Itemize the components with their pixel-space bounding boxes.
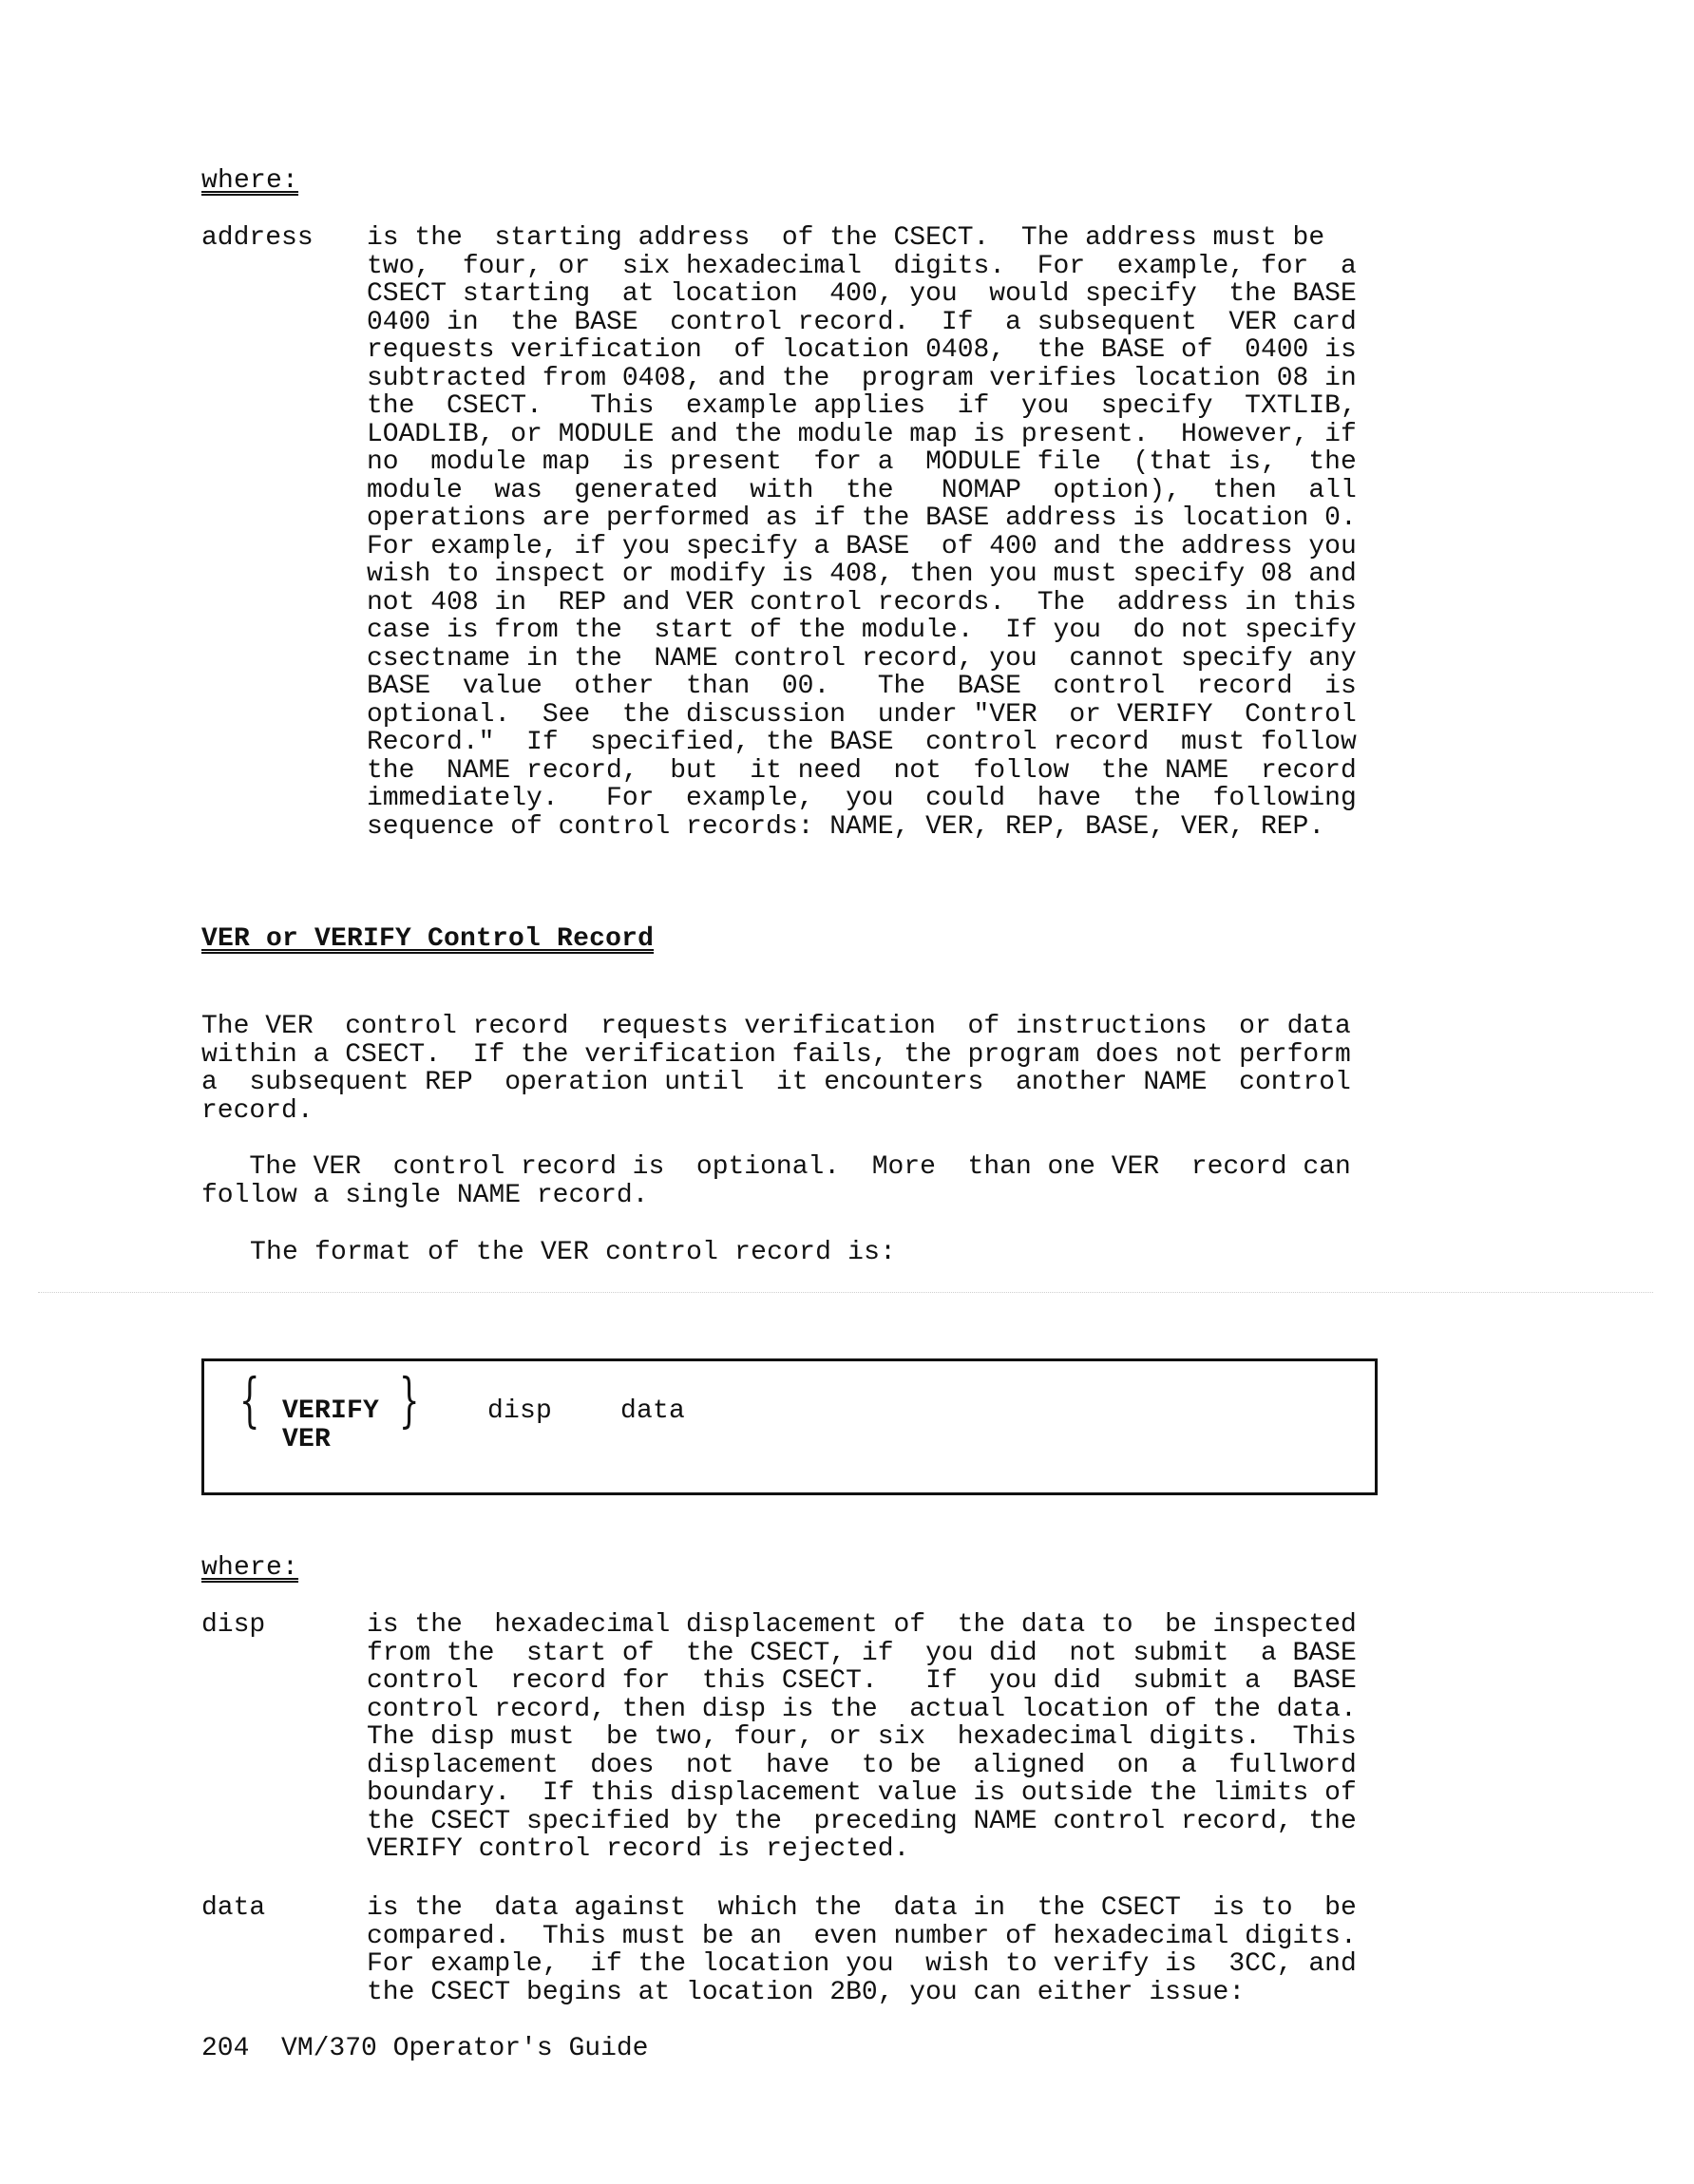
- address-text-line: two, four, or six hexadecimal digits. For example, for a: [367, 251, 1357, 281]
- syntax-arg-disp: disp: [487, 1396, 553, 1426]
- disp-text-line: boundary. If this displacement value is outside the limits of: [367, 1778, 1357, 1808]
- address-text-line: LOADLIB, or MODULE and the module map is present. However, if: [367, 419, 1357, 449]
- disp-text-line: VERIFY control record is rejected.: [367, 1834, 910, 1864]
- address-text-line: is the starting address of the CSECT. The address must be: [367, 223, 1325, 253]
- scan-artifact-line: [38, 1292, 1653, 1294]
- data-text-line: For example, if the location you wish to verify is 3CC, and: [367, 1949, 1357, 1979]
- section-heading: VER or VERIFY Control Record: [201, 924, 655, 954]
- disp-text-line: the CSECT specified by the preceding NAME control record, the: [367, 1806, 1357, 1836]
- address-text-line: CSECT starting at location 400, you would specify the BASE: [367, 279, 1357, 309]
- address-text-line: operations are performed as if the BASE address is location 0.: [367, 503, 1357, 533]
- address-text-line: sequence of control records: NAME, VER, REP, BASE, VER, REP.: [367, 811, 1325, 842]
- address-text-line: Record." If specified, the BASE control record must follow: [367, 728, 1357, 757]
- definition-body-disp: [367, 1611, 1357, 1864]
- optional-text-line: follow a single NAME record.: [201, 1180, 649, 1210]
- address-text-line: BASE value other than 00. The BASE control record is: [367, 672, 1357, 701]
- definition-term-disp: disp: [201, 1610, 266, 1640]
- disp-text-line: displacement does not have to be aligned on a fullword: [367, 1750, 1357, 1780]
- where-label: where:: [201, 166, 299, 196]
- disp-text-line: The disp must be two, four, or six hexadecimal digits. This: [367, 1722, 1357, 1752]
- data-text-line: compared. This must be an even number of hexadecimal digits.: [367, 1921, 1357, 1951]
- address-text-line: the NAME record, but it need not follow the NAME record: [367, 755, 1357, 786]
- intro-text-line: a subsequent REP operation until it encounters another NAME control: [201, 1068, 1351, 1097]
- paragraph-format-intro: The format of the VER control record is:: [201, 1238, 897, 1267]
- address-text-line: no module map is present for a MODULE file (that is, the: [367, 447, 1357, 477]
- definition-term-data: data: [201, 1893, 266, 1923]
- paragraph-optional: [201, 1153, 1351, 1209]
- address-text-line: case is from the start of the module. If you do not specify: [367, 616, 1357, 645]
- address-text-line: csectname in the NAME control record, you cannot specify any: [367, 643, 1357, 674]
- disp-text-line: is the hexadecimal displacement of the data to be inspected: [367, 1610, 1357, 1640]
- address-text-line: the CSECT. This example applies if you specify TXTLIB,: [367, 391, 1357, 421]
- left-brace: {: [238, 1365, 260, 1434]
- data-text-line: the CSECT begins at location 2B0, you can either issue:: [367, 1977, 1246, 2007]
- address-text-line: optional. See the discussion under "VER or VERIFY Control: [367, 699, 1357, 730]
- page-footer: 204 VM/370 Operator's Guide: [201, 2034, 649, 2063]
- paragraph-intro: [201, 1013, 1351, 1125]
- address-text-line: wish to inspect or modify is 408, then you must specify 08 and: [367, 560, 1357, 589]
- address-text-line: subtracted from 0408, and the program verifies location 08 in: [367, 363, 1357, 393]
- disp-text-line: control record for this CSECT. If you did submit a BASE: [367, 1666, 1357, 1696]
- address-text-line: not 408 in REP and VER control records. The address in this: [367, 587, 1357, 617]
- syntax-option-ver: VER: [282, 1425, 332, 1454]
- address-text-line: 0400 in the BASE control record. If a subsequent VER card: [367, 307, 1357, 337]
- syntax-format-box: [201, 1358, 1378, 1495]
- disp-text-line: control record, then disp is the actual location of the data.: [367, 1694, 1357, 1724]
- address-text-line: For example, if you specify a BASE of 400 and the address you: [367, 531, 1357, 561]
- where-label-2: where:: [201, 1553, 299, 1583]
- syntax-arg-data: data: [620, 1396, 686, 1426]
- right-brace: }: [398, 1365, 420, 1434]
- address-text-line: requests verification of location 0408, the BASE of 0400 is: [367, 335, 1357, 365]
- data-text-line: is the data against which the data in the CSECT is to be: [367, 1893, 1357, 1923]
- syntax-option-verify: VERIFY: [282, 1396, 380, 1426]
- definition-term-address: address: [201, 223, 314, 253]
- intro-text-line: The VER control record requests verification of instructions or data: [201, 1012, 1351, 1041]
- address-text-line: immediately. For example, you could have the following: [367, 784, 1357, 813]
- definition-body-data: [367, 1894, 1357, 2006]
- optional-text-line: The VER control record is optional. More than one VER record can: [201, 1152, 1351, 1182]
- intro-text-line: within a CSECT. If the verification fails, the program does not perform: [201, 1039, 1351, 1070]
- disp-text-line: from the start of the CSECT, if you did not submit a BASE: [367, 1638, 1357, 1668]
- address-text-line: module was generated with the NOMAP option), then all: [367, 475, 1357, 505]
- definition-body-address: [367, 224, 1357, 841]
- intro-text-line: record.: [201, 1095, 314, 1126]
